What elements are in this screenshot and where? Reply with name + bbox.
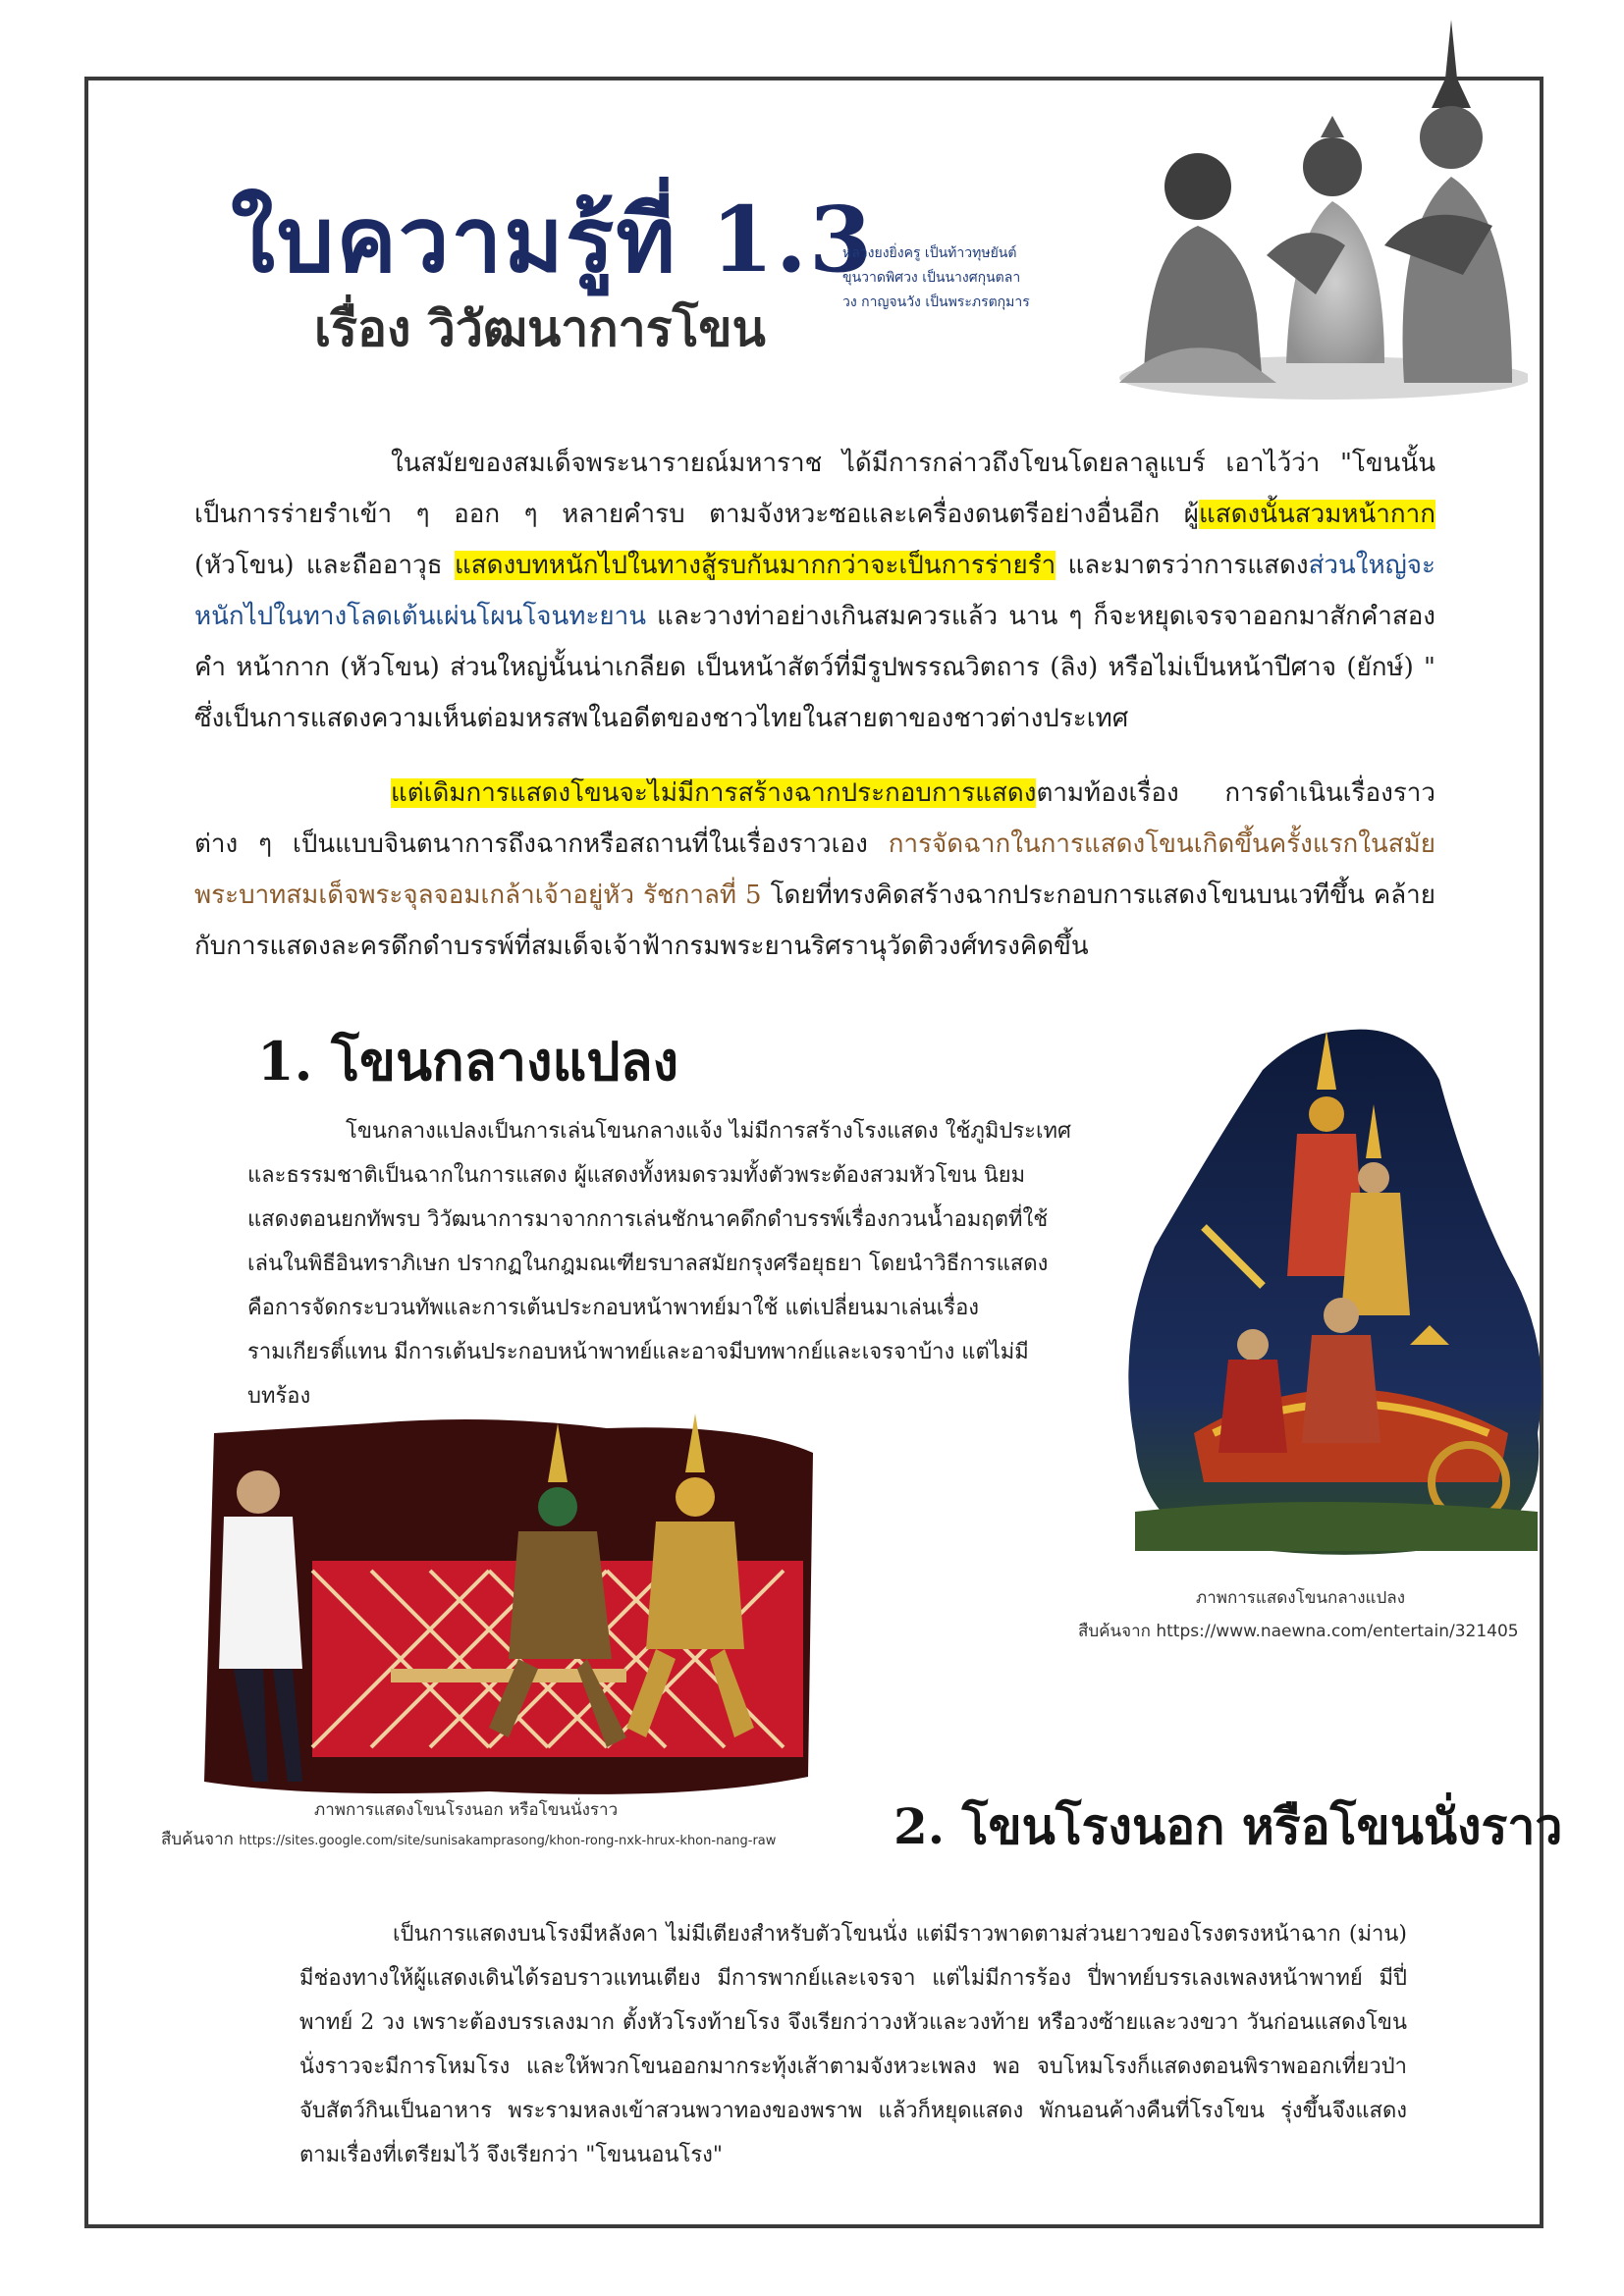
intro-paragraph-2 <box>194 768 1435 972</box>
caption-line: วง กาญจนวัง เป็นพระภรตกุมาร <box>842 294 1030 310</box>
section-1-body <box>247 1109 1072 1418</box>
intro-p2-text: ตามท้องเรื่อง การดำเนินเรื่องราวต่าง ๆ เป็นแบบจินตนาการถึงฉากหรือสถานที่ในเรื่องราวเอง <box>194 778 1435 859</box>
khon-klang-plaeng-photo <box>1115 1021 1553 1561</box>
section-2-text: เป็นการแสดงบนโรงมีหลังคา ไม่มีเตียงสำหรับตัวโขนนั่ง แต่มีราวพาดตามส่วนยาวของโรงตรงหน้าฉาก (ม่าน) มีช่องทางให้ผู้แสดงเดินได้รอบราวแทนเตียง มีการพากย์และเจรจา แต่ไม่มีการร้อง ปี่พาทย์บรรเลงเพลงหน้าพาทย์ มีปี่พาทย์ 2 วง เพราะต้องบรรเลงมาก ตั้งหัวโรงท้ายโรง จึงเรียกว่าวงหัวและวงท้าย หรือวงซ้ายและวงขวา วันก่อนแสดงโขนนั่งราวจะมีการโหมโรง และให้พวกโขนออกมากระทุ้งเส้าตามจังหวะเพลง พอ จบโหมโรงก็แสดงตอนพิราพออกเที่ยวป่า จับสัตว์กินเป็นอาหาร พระรามหลงเข้าสวนพวาทองของพราพ แล้วก็หยุดแสดง พักนอนค้างคืนที่โรงโขน รุ่งขึ้นจึงแสดงตามเรื่องที่เตรียมไว้ จึงเรียกว่า "โขนนอนโรง" <box>299 1922 1407 2167</box>
highlight-text: แสดงนั้นสวมหน้ากาก <box>1199 500 1435 529</box>
intro-p1-text: ในสมัยของสมเด็จพระนารายณ์มหาราช ได้มีการกล่าวถึงโขนโดยลาลูแบร์ เอาไว้ว่า "โขนนั้น เป็นการร่ายรำเข้า ๆ ออก ๆ หลายคำรบ ตามจังหวะซอและเครื่องดนตรีอย่างอื่นอีก ผู้ <box>194 449 1435 529</box>
highlight-text: แสดงบทหนักไปในทางสู้รบกันมากกว่าจะเป็นการร่ายรำ <box>454 551 1056 580</box>
section-2-heading: 2. โขนโรงนอก หรือโขนนั่งราว <box>893 1797 1563 1855</box>
page-subtitle: เรื่อง วิวัฒนาการโขน <box>314 299 766 357</box>
section-1-photo-source: สืบค้นจาก https://www.naewna.com/entertain/321405 <box>1078 1622 1519 1641</box>
caption-line: ขุนวาดพิศวง เป็นนางศกุนตลา <box>842 270 1021 286</box>
intro-p1-text: และมาตรว่าการแสดง <box>1056 551 1309 580</box>
intro-text <box>194 438 1435 972</box>
section-2-photo-source <box>161 1826 776 1852</box>
brown-emphasis-text: การจัดฉากในการแสดงโขนเกิดขึ้นครั้งแรกในสมัยพระบาทสมเด็จพระจุลจอมเกล้าเจ้าอยู่หัว รัชกาลที่ 5 <box>194 829 1435 910</box>
section-2-photo-source-prefix: สืบค้นจาก <box>161 1830 234 1849</box>
intro-p2-text: โดยที่ทรงคิดสร้างฉากประกอบการแสดงโขนบนเวทีขึ้น คล้ายกับการแสดงละครดึกดำบรรพ์ที่สมเด็จเจ้าฟ้ากรมพระยานริศรานุวัดติวงศ์ทรงคิดขึ้น <box>194 881 1435 961</box>
section-2-photo-source-url: https://sites.google.com/site/sunisakamprasong/khon-rong-nxk-hrux-khon-nang-raw <box>239 1834 777 1848</box>
section-2-body <box>299 1912 1407 2177</box>
section-2-photo-caption: ภาพการแสดงโขนโรงนอก หรือโขนนั่งราว <box>314 1800 619 1820</box>
header-photo-caption <box>842 241 1030 315</box>
section-1-heading: 1. โขนกลางแปลง <box>257 1030 679 1093</box>
section-1-photo-caption: ภาพการแสดงโขนกลางแปลง <box>1196 1588 1405 1608</box>
page-title: ใบความรู้ที่ 1.3 <box>231 187 874 293</box>
section-1-text: โขนกลางแปลงเป็นการเล่นโขนกลางแจ้ง ไม่มีการสร้างโรงแสดง ใช้ภูมิประเทศและธรรมชาติเป็นฉากในการแสดง ผู้แสดงทั้งหมดรวมทั้งตัวพระต้องสวมหัวโขน นิยมแสดงตอนยกทัพรบ วิวัฒนาการมาจากการเล่นชักนาคดึกดำบรรพ์เรื่องกวนน้ำอมฤตที่ใช้เล่นในพิธีอินทราภิเษก ปรากฏในกฎมณเฑียรบาลสมัยกรุงศรีอยุธยา โดยนำวิธีการแสดงคือการจัดกระบวนทัพและการเต้นประกอบหน้าพาทย์มาใช้ แต่เปลี่ยนมาเล่นเรื่องรามเกียรติ์แทน มีการเต้นประกอบหน้าพาทย์และอาจมีบทพากย์และเจรจาบ้าง แต่ไม่มีบทร้อง <box>247 1119 1071 1409</box>
blue-emphasis-text: ส่วนใหญ่จะหนักไปในทางโลดเต้นเผ่นโผนโจนทะยาน <box>194 551 1435 631</box>
highlight-text: แต่เดิมการแสดงโขนจะไม่มีการสร้างฉากประกอบการแสดง <box>391 778 1037 808</box>
historical-performers-photo <box>1090 20 1528 422</box>
intro-p1-text: และวางท่าอย่างเกินสมควรแล้ว นาน ๆ ก็จะหยุดเจรจาออกมาสักคำสองคำ หน้ากาก (หัวโขน) ส่วนใหญ่นั้นน่าเกลียด เป็นหน้าสัตว์ที่มีรูปพรรณวิตถาร (ลิง) หรือไม่เป็นหน้าปีศาจ (ยักษ์) " ซึ่งเป็นการแสดงความเห็นต่อมหรสพในอดีตของชาวไทยในสายตาของชาวต่างประเทศ <box>194 602 1435 733</box>
caption-line: หลวงยงยิ่งครู เป็นท้าวทุษยันต์ <box>842 245 1017 261</box>
intro-paragraph-1 <box>194 438 1435 744</box>
intro-p1-text: (หัวโขน) และถืออาวุธ <box>194 551 455 580</box>
khon-rong-nok-photo <box>194 1414 817 1806</box>
